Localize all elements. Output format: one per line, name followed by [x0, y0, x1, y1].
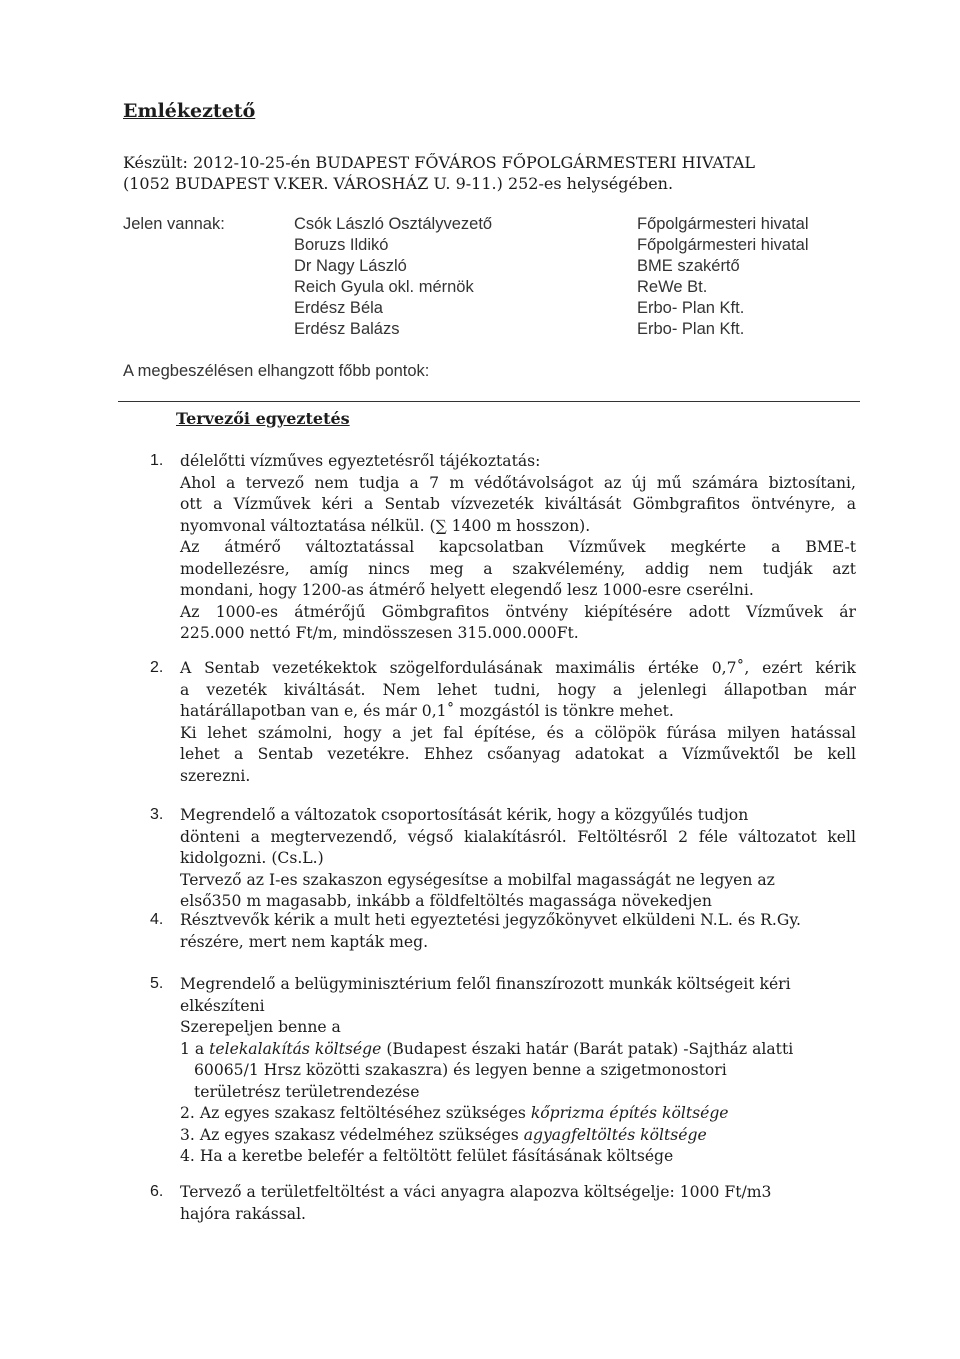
text-line: szerezni.: [180, 766, 251, 785]
sub-item-italic: agyagfeltöltés költsége: [523, 1125, 707, 1144]
text-line: 60065/1 Hrsz közötti szakaszra) és legyen benne a szigetmonostori: [194, 1061, 727, 1079]
header-line-2: (1052 BUDAPEST V.KER. VÁROSHÁZ U. 9-11.) 252-es helységében.: [123, 174, 674, 193]
text-line: Megrendelő a belügyminisztérium felől finanszírozott munkák költségeit kéri: [180, 975, 791, 993]
item-3-text: [180, 805, 856, 913]
attendees-label: Jelen vannak:: [123, 215, 225, 233]
attendee-name: Boruzs Ildikó: [294, 236, 389, 254]
sub-item-italic: kőprizma építés költsége: [530, 1104, 729, 1122]
attendee-name: Csók László Osztályvezető: [294, 215, 493, 233]
attendee-name: Dr Nagy László: [294, 257, 407, 275]
header-line-1: Készült: 2012-10-25-én BUDAPEST FŐVÁROS FŐPOLGÁRMESTERI HIVATAL: [123, 153, 756, 172]
item-number: 3.: [150, 806, 164, 823]
item-number: 2.: [150, 659, 164, 676]
item-number: 1.: [150, 452, 164, 469]
text-line: részére, mert nem kapták meg.: [180, 932, 429, 951]
text-line: mondani, hogy 1200-as átmérő helyett elegendő lesz 1000-esre cserélni.: [180, 581, 754, 599]
text-line: A Sentab vezetékektok szögelfordulásának maximális értéke 0,7˚, ezért kérik: [180, 659, 856, 677]
text-line: Résztvevők kérik a mult heti egyeztetési jegyzőkönyvet elküldeni N.L. és R.Gy.: [180, 911, 802, 929]
item-6-text: [180, 1182, 856, 1225]
text-line: Megrendelő a változatok csoportosítását kérik, hogy a közgyűlés tudjon: [180, 806, 749, 824]
text-line: Ki lehet számolni, hogy a jet fal építése, és a cölöpök fúrása milyen hatással: [180, 723, 856, 742]
text-line: Szerepeljen benne a: [180, 1018, 341, 1036]
document-title: Emlékeztető: [123, 100, 256, 122]
text-line: elkészíteni: [180, 996, 265, 1015]
section-title: Tervezői egyeztetés: [176, 409, 350, 428]
item-4-text: [180, 910, 856, 953]
section-divider: [118, 401, 860, 402]
attendee-org: Erbo- Plan Kft.: [637, 299, 745, 317]
text-line: ott a Vízművek kéri a Sentab vízvezeték kiváltását Gömbgrafitos öntvényre, a: [180, 495, 856, 513]
text-line: délelőtti vízműves egyeztetésről tájékoztatás:: [180, 452, 541, 470]
points-intro: A megbeszélésen elhangzott főbb pontok:: [123, 362, 430, 380]
sub-item-rest: (Budapest északi határ (Barát patak) -Sajtház alatti: [381, 1039, 794, 1058]
attendee-org: ReWe Bt.: [637, 278, 708, 296]
text-line: Az 1000-es átmérőjű Gömbgrafitos öntvény kiépítésére adott Vízművek ár: [180, 602, 856, 621]
sub-item-prefix: 1 a: [180, 1039, 210, 1058]
text-line: lehet a Sentab vezetékre. Ehhez csőanyag adatokat a Vízművektől be kell: [180, 745, 856, 763]
item-1-text: [180, 451, 856, 645]
sub-item-prefix: 2. Az egyes szakasz feltöltéséhez szükséges: [180, 1104, 531, 1122]
text-line: a vezeték kiváltását. Nem lehet tudni, hogy a jelenlegi állapotban már: [180, 680, 856, 699]
text-line: Tervező a területfeltöltést a váci anyagra alapozva költségelje: 1000 Ft/m3: [180, 1183, 772, 1201]
sub-item-2: [180, 1103, 856, 1125]
attendee-name: Erdész Balázs: [294, 320, 400, 338]
text-line: modellezésre, amíg nincs meg a szakvélemény, addig nem tudják azt: [180, 559, 856, 578]
text-line: első350 m magasabb, inkább a földfeltöltés magassága növekedjen: [180, 892, 712, 910]
text-line: dönteni a megtervezendő, végső kialakításról. Feltöltésről 2 féle változatot kell: [180, 827, 856, 846]
text-line: Az átmérő változtatással kapcsolatban Vízművek megkérte a BME-t: [180, 538, 856, 556]
text-line: nyomvonal változtatása nélkül. (∑ 1400 m hosszon).: [180, 516, 591, 535]
text-line: hajóra rakással.: [180, 1204, 307, 1223]
text-line: 225.000 nettó Ft/m, mindösszesen 315.000.000Ft.: [180, 624, 579, 642]
attendee-org: Erbo- Plan Kft.: [637, 320, 745, 338]
text-line: Tervező az I-es szakaszon egységesítse a mobilfal magasságát ne legyen az: [180, 870, 775, 889]
attendee-name: Reich Gyula okl. mérnök: [294, 278, 474, 296]
sub-item-italic: telekalakítás költsége: [209, 1039, 382, 1058]
item-2-text: [180, 658, 856, 787]
sub-item-1: [180, 1039, 856, 1061]
sub-item-prefix: 3. Az egyes szakasz védelméhez szükséges: [180, 1125, 524, 1144]
attendee-org: Főpolgármesteri hivatal: [637, 215, 809, 233]
text-line: határállapotban van e, és már 0,1˚ mozgástól is tönkre mehet.: [180, 702, 674, 720]
sub-item-4: 4. Ha a keretbe belefér a feltöltött felület fásításának költsége: [180, 1147, 674, 1165]
item-number: 5.: [150, 975, 164, 992]
item-number: 6.: [150, 1183, 164, 1200]
text-line: Ahol a tervező nem tudja a 7 m védőtávolságot az új mű számára biztosítani,: [180, 473, 856, 492]
text-line: területrész területrendezése: [194, 1082, 420, 1101]
item-5-text: [180, 974, 856, 1168]
attendee-org: Főpolgármesteri hivatal: [637, 236, 809, 254]
item-number: 4.: [150, 911, 164, 928]
sub-item-3: [180, 1125, 856, 1147]
text-line: kidolgozni. (Cs.L.): [180, 849, 324, 867]
attendee-name: Erdész Béla: [294, 299, 383, 317]
attendee-org: BME szakértő: [637, 257, 740, 275]
